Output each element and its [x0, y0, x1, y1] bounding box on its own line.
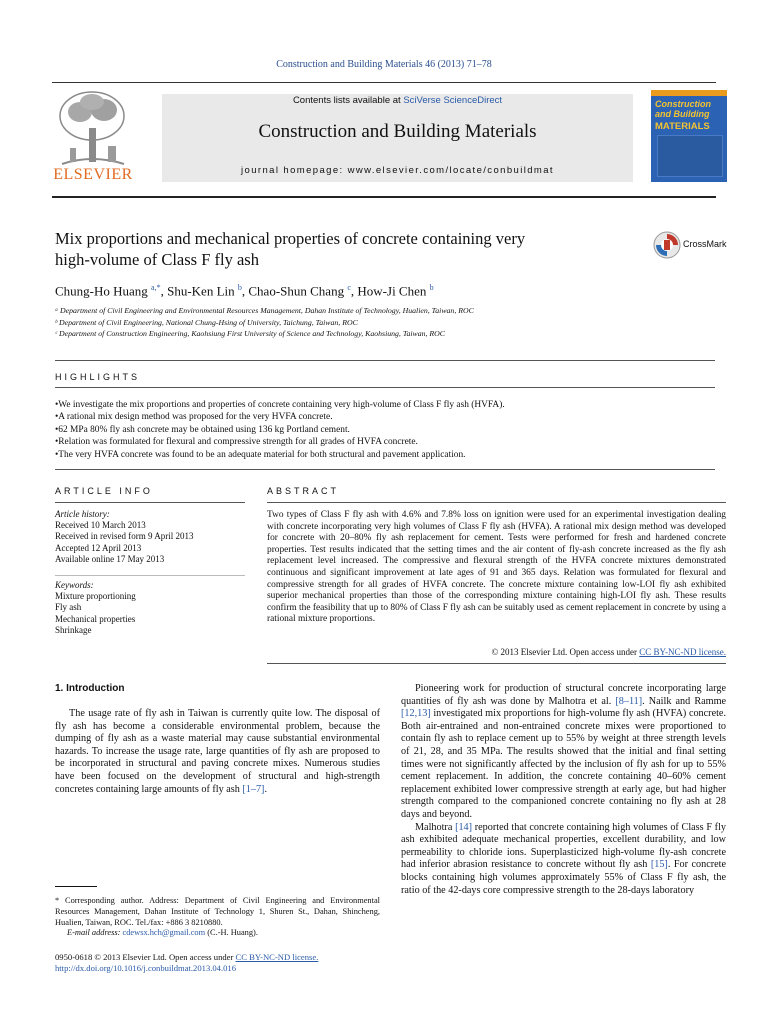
author-affil-mark: b — [237, 283, 242, 292]
author-name[interactable]: Chao-Shun Chang — [248, 283, 345, 299]
affiliation-b: ᵇ Department of Civil Engineering, National Chung-Hsing of University, Taichung, Taiwan, ROC — [55, 318, 358, 327]
highlights-bottom-rule — [55, 387, 715, 388]
issn-open-access: Open access under — [168, 952, 236, 962]
body-text: investigated mix proportions for high-volume fly ash (HVFA) concrete. Both air-entrained and non-entrained concrete mixes were proportioned to contain fly ash to replace cement up to 55% by weight at three strength levels of 21, 28, and 35 MPa. The results showed that the initial and final setting times were not significantly affected by the inclusion of fly ash for up to 55% cement replacement. In addition, the concrete containing 40–60% cement replacement exhibited lower compressive strength at early age, but had higher strength compared to the companioned concrete containing no fly ash at 28 days and beyond. — [401, 708, 726, 820]
contents-prefix: Contents lists available at — [292, 95, 404, 106]
history-item: Accepted 12 April 2013 — [55, 542, 142, 553]
footnote-address: * Corresponding author. Address: Department of Civil Engineering and Environmental Resources Management, Dahan Institute of Technology 1, Shuren St., Dahan, Shincheng, Hualien, Taiwan, ROC. Tel./fax: +886 3 8210880. — [55, 896, 380, 927]
article-info-rule — [55, 502, 245, 503]
keywords-block — [55, 580, 245, 636]
highlights-top-rule — [55, 360, 715, 361]
body-text: Pioneering work for production of structural concrete incorporating large quantities of fly ash was done by Malhotra et al. — [401, 683, 726, 707]
abstract-text: Two types of Class F fly ash with 4.6% and 7.8% loss on ignition were used for an experimental investigation dealing with concrete incorporating very high volumes of Class F fly ash (HVFA). A rational mix design method was developed for concrete with 20–80% fly ash replacement for cement. Tests were performed for fresh and hardened concrete properties. Test results indicated that the setting times and the air content of fly-ash concrete increased as the fly ash replacement level increased. The compressive and flexural strength of the HVFA concrete mixtures demonstrated continuous and significant improvement at late ages of 91 and 365 days. Relation was formulated for flexural and compressive strength for all grades of HVFA concrete. The concrete mixture containing low-LOI fly ash exhibited superior mechanical properties than those of the corresponding mixture containing high-LOI fly ash. These results confirm the feasibility that up to 80% of Class F fly ash can be suitably used as cement replacement in concrete by using a rational mixture proportions. — [267, 510, 726, 625]
history-item: Available online 17 May 2013 — [55, 553, 165, 564]
contents-availability — [162, 95, 633, 106]
paper-title — [55, 228, 645, 270]
crossmark-label[interactable]: CrossMark — [683, 239, 727, 249]
highlights-end-rule — [55, 469, 715, 470]
keyword-item[interactable]: Mixture proportioning — [55, 591, 136, 602]
article-history — [55, 509, 245, 565]
article-info-heading: ARTICLE INFO — [55, 486, 153, 496]
paper-title-line2: high-volume of Class F fly ash — [55, 250, 259, 269]
abstract-rule — [267, 502, 726, 503]
keyword-item[interactable]: Shrinkage — [55, 624, 92, 635]
journal-citation[interactable]: Construction and Building Materials 46 (2013) 71–78 — [276, 59, 492, 70]
header-top-rule — [52, 82, 716, 83]
affiliation-a: ᵃ Department of Civil Engineering and Environmental Resources Management, Dahan Institute of Technology, Hualien, Taiwan, ROC — [55, 306, 474, 315]
abstract-copyright — [267, 647, 726, 657]
highlight-item: • 62 MPa 80% fly ash concrete may be obtained using 136 kg Portland cement. — [55, 424, 715, 436]
publisher-name: ELSEVIER — [53, 166, 133, 183]
body-text: Malhotra — [415, 821, 456, 833]
abstract-end-rule — [267, 663, 726, 664]
journal-cover-image — [651, 90, 727, 182]
issn-text: 0950-0618 © 2013 Elsevier Ltd. — [55, 952, 169, 962]
citation-link[interactable]: [8–11] — [615, 695, 643, 707]
author-affil-mark: c — [347, 283, 351, 292]
body-text: . For concrete blocks containing high volumes approximately 55% of Class F fly ash, the ratio of the 42-days core compressive strength to the 28-days laboratory — [401, 859, 726, 896]
cover-title: Construction and Building — [655, 99, 711, 119]
right-paragraph-2 — [401, 822, 726, 898]
open-access-text: Open access under — [569, 647, 640, 657]
journal-homepage[interactable]: journal homepage: www.elsevier.com/locate/conbuildmat — [241, 165, 554, 176]
intro-left-column — [55, 708, 380, 796]
author-affil-mark: a,* — [151, 283, 161, 292]
sciencedirect-link[interactable]: SciVerse ScienceDirect — [403, 95, 503, 106]
intro-paragraph — [55, 708, 380, 796]
issn-doi-block — [55, 952, 318, 974]
history-item: Received in revised form 9 April 2013 — [55, 531, 194, 542]
author-list: Chung-Ho Huang $^{a,*}$, Shu-Ken Lin $^b$, Chao-Shun Chang $^c$, How-Ji Chen $^b$ — [55, 283, 434, 299]
cover-band — [651, 90, 727, 96]
author-name[interactable]: Shu-Ken Lin — [167, 283, 235, 299]
keywords-label: Keywords: — [55, 580, 94, 590]
keyword-item[interactable]: Fly ash — [55, 602, 82, 613]
keywords-rule — [55, 575, 245, 576]
highlights-heading: HIGHLIGHTS — [55, 372, 141, 382]
citation-link[interactable]: [14] — [455, 821, 473, 833]
keyword-item[interactable]: Mechanical properties — [55, 613, 136, 624]
issn-license-link[interactable]: CC BY-NC-ND license. — [235, 952, 319, 962]
author-email-link[interactable]: cdewsx.hch@gmail.com — [122, 928, 206, 938]
right-paragraph-1 — [401, 683, 726, 822]
footnote-email-line — [55, 928, 380, 939]
history-label: Article history: — [55, 509, 110, 519]
copyright-text: © 2013 Elsevier Ltd. — [491, 647, 570, 657]
intro-text: The usage rate of fly ash in Taiwan is currently quite low. The disposal of fly ash has become a considerable environmental problem, because the dumping of fly ash as a waste material may cause substantial environmental hazards. To increase the usage rate, large quantities of fly ash are proposed to be incorporated in structural and paving concrete mixes. Numerous studies have been focused on the development of structural and high-strength concretes containing large amounts of fly ash — [55, 708, 380, 795]
citation-link[interactable]: [15] — [650, 859, 668, 871]
highlight-item: • Relation was formulated for flexural and compressive strength for all grades of HVFA concrete. — [55, 436, 715, 448]
issn-line — [55, 952, 318, 963]
affiliation-c: ᶜ Department of Construction Engineering, Kaohsiung First University of Science and Technology, Kaohsiung, Taiwan, ROC — [55, 329, 446, 338]
highlights-list — [55, 399, 715, 461]
citation-link[interactable]: [12,13] — [401, 708, 431, 720]
abstract-heading: ABSTRACT — [267, 486, 340, 496]
author-name[interactable]: Chung-Ho Huang — [55, 283, 148, 299]
corresponding-author-footnote — [55, 896, 380, 939]
section-heading-introduction: 1. Introduction — [55, 683, 125, 694]
footnote-rule — [55, 886, 97, 887]
paper-title-line1: Mix proportions and mechanical properties of concrete containing very — [55, 229, 526, 248]
intro-text: . — [264, 783, 267, 795]
body-text: . Nailk and Ramme — [642, 695, 727, 707]
header-bottom-rule — [52, 196, 716, 198]
history-item: Received 10 March 2013 — [55, 520, 146, 531]
author-affil-mark: b — [429, 283, 434, 292]
author-name[interactable]: How-Ji Chen — [357, 283, 427, 299]
citation-link[interactable]: [1–7] — [242, 783, 265, 795]
cover-inner-panel — [657, 135, 723, 177]
journal-title: Construction and Building Materials — [258, 121, 537, 142]
body-text: reported that concrete containing high volumes of Class F fly ash exhibited adequate mechanical properties, excellent durability, and low permeability to chloride ions. Superplasticized high-volume fly-ash concrete had inferior abrasion resistance to concrete without fly ash — [401, 821, 727, 871]
email-suffix: (C.-H. Huang). — [205, 928, 258, 938]
doi-link[interactable]: http://dx.doi.org/10.1016/j.conbuildmat.2013.04.016 — [55, 963, 237, 973]
cover-title-materials: MATERIALS — [655, 121, 710, 132]
email-label: E-mail address: — [67, 928, 123, 938]
highlight-item: • A rational mix design method was proposed for the very HVFA concrete. — [55, 411, 715, 423]
highlight-item: • The very HVFA concrete was found to be an adequate material for both structural and pavement application. — [55, 449, 715, 461]
license-link[interactable]: CC BY-NC-ND license. — [639, 647, 726, 657]
highlight-item: • We investigate the mix proportions and properties of concrete containing very high-volume of Class F fly ash (HVFA). — [55, 399, 715, 411]
intro-right-column — [401, 683, 726, 897]
